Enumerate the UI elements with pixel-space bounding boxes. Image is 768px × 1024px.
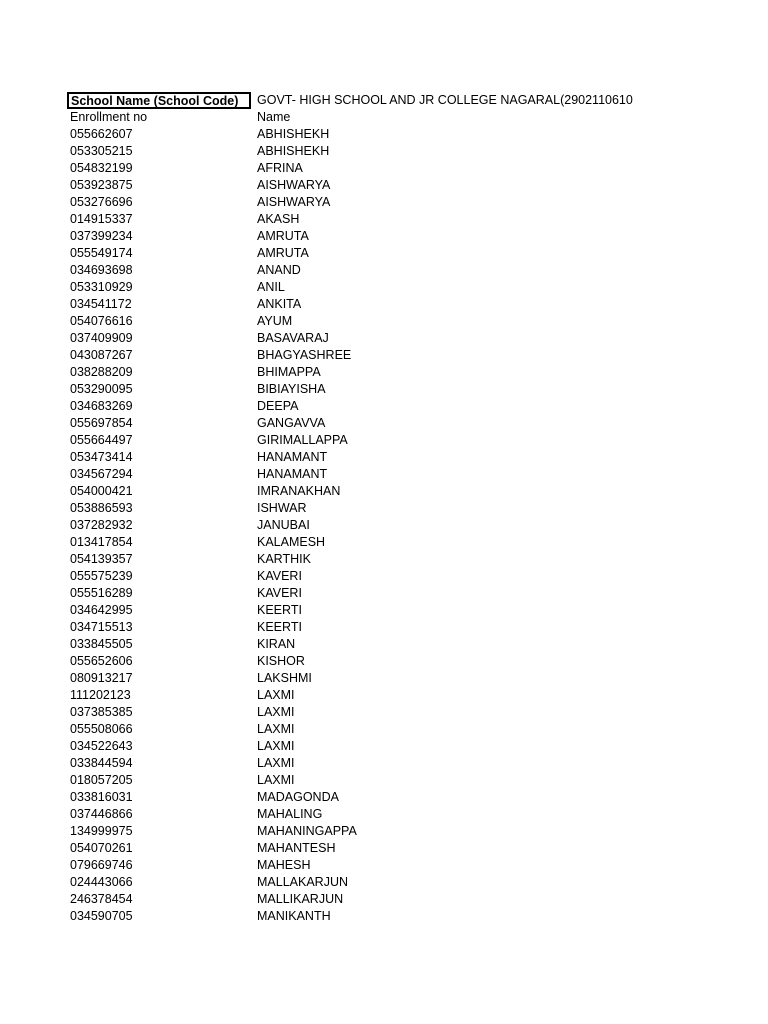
table-row <box>67 891 757 908</box>
table-row <box>67 160 757 177</box>
table-row <box>67 432 757 449</box>
name-cell[interactable]: KIRAN <box>257 637 296 651</box>
enrollment-cell[interactable]: 053305215 <box>70 144 133 158</box>
table-row <box>67 823 757 840</box>
enrollment-cell[interactable]: 034590705 <box>70 909 133 923</box>
enrollment-cell[interactable]: 037399234 <box>70 229 133 243</box>
table-row <box>67 211 757 228</box>
name-cell[interactable]: LAKSHMI <box>257 671 312 685</box>
table-row <box>67 534 757 551</box>
name-cell[interactable]: MADAGONDA <box>257 790 339 804</box>
table-row <box>67 789 757 806</box>
table-row <box>67 755 757 772</box>
table-row <box>67 806 757 823</box>
name-cell[interactable]: IMRANAKHAN <box>257 484 341 498</box>
table-row <box>67 364 757 381</box>
enrollment-cell[interactable]: 053290095 <box>70 382 133 396</box>
column-header-row <box>67 109 757 126</box>
name-cell[interactable]: MAHESH <box>257 858 311 872</box>
name-cell[interactable]: MAHANINGAPPA <box>257 824 357 838</box>
name-cell[interactable]: KALAMESH <box>257 535 326 549</box>
table-row <box>67 568 757 585</box>
table-row <box>67 415 757 432</box>
enrollment-cell[interactable]: 037446866 <box>70 807 133 821</box>
enrollment-cell[interactable]: 024443066 <box>70 875 133 889</box>
enrollment-cell[interactable]: 034683269 <box>70 399 133 413</box>
name-cell[interactable]: MAHALING <box>257 807 323 821</box>
table-row <box>67 177 757 194</box>
enrollment-cell[interactable]: 043087267 <box>70 348 133 362</box>
spreadsheet <box>67 92 757 925</box>
enrollment-cell[interactable]: 055508066 <box>70 722 133 736</box>
school-name-label-cell[interactable]: School Name (School Code) <box>67 92 251 109</box>
enrollment-cell[interactable]: 034567294 <box>70 467 133 481</box>
name-cell[interactable]: ISHWAR <box>257 501 307 515</box>
table-row <box>67 466 757 483</box>
enrollment-cell[interactable]: 018057205 <box>70 773 133 787</box>
school-name-value-cell[interactable]: GOVT- HIGH SCHOOL AND JR COLLEGE NAGARAL(2902110610 <box>257 93 633 107</box>
name-cell[interactable]: BASAVARAJ <box>257 331 329 345</box>
table-row <box>67 721 757 738</box>
enrollment-cell[interactable]: 054076616 <box>70 314 133 328</box>
enrollment-cell[interactable]: 054070261 <box>70 841 133 855</box>
table-row <box>67 908 757 925</box>
table-row <box>67 687 757 704</box>
enrollment-cell[interactable]: 037282932 <box>70 518 133 532</box>
enrollment-cell[interactable]: 053923875 <box>70 178 133 192</box>
table-row <box>67 738 757 755</box>
school-header-row <box>67 92 757 109</box>
table-row <box>67 670 757 687</box>
name-cell[interactable]: LAXMI <box>257 688 295 702</box>
enrollment-cell[interactable]: 055575239 <box>70 569 133 583</box>
table-row <box>67 551 757 568</box>
table-row <box>67 585 757 602</box>
enrollment-cell[interactable]: 053276696 <box>70 195 133 209</box>
enrollment-cell[interactable]: 053473414 <box>70 450 133 464</box>
name-cell[interactable]: GANGAVVA <box>257 416 326 430</box>
table-row <box>67 279 757 296</box>
name-cell[interactable]: DEEPA <box>257 399 299 413</box>
name-cell[interactable]: LAXMI <box>257 756 295 770</box>
name-cell[interactable]: JANUBAI <box>257 518 310 532</box>
enrollment-cell[interactable]: 053886593 <box>70 501 133 515</box>
enrollment-cell[interactable]: 038288209 <box>70 365 133 379</box>
enrollment-cell[interactable]: 034715513 <box>70 620 133 634</box>
enrollment-cell[interactable]: 037385385 <box>70 705 133 719</box>
enrollment-cell[interactable]: 055664497 <box>70 433 133 447</box>
name-cell[interactable]: ABHISHEKH <box>257 144 330 158</box>
name-cell[interactable]: KISHOR <box>257 654 305 668</box>
table-row <box>67 874 757 891</box>
name-cell[interactable]: KEERTI <box>257 603 302 617</box>
name-cell[interactable]: ANKITA <box>257 297 302 311</box>
enrollment-cell[interactable]: 111202123 <box>70 688 131 702</box>
enrollment-column-header[interactable]: Enrollment no <box>70 110 148 124</box>
name-cell[interactable]: BHIMAPPA <box>257 365 321 379</box>
name-cell[interactable]: AKASH <box>257 212 300 226</box>
enrollment-cell[interactable]: 037409909 <box>70 331 133 345</box>
table-row <box>67 449 757 466</box>
name-cell[interactable]: MANIKANTH <box>257 909 331 923</box>
enrollment-cell[interactable]: 053310929 <box>70 280 133 294</box>
name-cell[interactable]: AISHWARYA <box>257 195 331 209</box>
table-row <box>67 857 757 874</box>
enrollment-cell[interactable]: 055652606 <box>70 654 133 668</box>
name-cell[interactable]: AISHWARYA <box>257 178 331 192</box>
table-row <box>67 228 757 245</box>
enrollment-cell[interactable]: 034522643 <box>70 739 133 753</box>
table-row <box>67 313 757 330</box>
name-cell[interactable]: KEERTI <box>257 620 302 634</box>
name-cell[interactable]: BHAGYASHREE <box>257 348 352 362</box>
name-cell[interactable]: KAVERI <box>257 569 302 583</box>
enrollment-cell[interactable]: 054000421 <box>70 484 133 498</box>
name-cell[interactable]: LAXMI <box>257 739 295 753</box>
table-row <box>67 143 757 160</box>
enrollment-cell[interactable]: 033816031 <box>70 790 133 804</box>
table-row <box>67 194 757 211</box>
name-cell[interactable]: LAXMI <box>257 773 295 787</box>
table-row <box>67 619 757 636</box>
enrollment-cell[interactable]: 033845505 <box>70 637 133 651</box>
enrollment-cell[interactable]: 055549174 <box>70 246 133 260</box>
enrollment-cell[interactable]: 034693698 <box>70 263 133 277</box>
table-row <box>67 330 757 347</box>
table-row <box>67 704 757 721</box>
enrollment-cell[interactable]: 034541172 <box>70 297 132 311</box>
name-cell[interactable]: KARTHIK <box>257 552 311 566</box>
table-row <box>67 398 757 415</box>
name-cell[interactable]: KAVERI <box>257 586 302 600</box>
table-row <box>67 636 757 653</box>
name-cell[interactable]: HANAMANT <box>257 450 328 464</box>
name-cell[interactable]: AYUM <box>257 314 293 328</box>
name-cell[interactable]: HANAMANT <box>257 467 328 481</box>
name-cell[interactable]: AMRUTA <box>257 246 309 260</box>
name-cell[interactable]: AFRINA <box>257 161 303 175</box>
table-row <box>67 840 757 857</box>
table-row <box>67 126 757 143</box>
enrollment-cell[interactable]: 033844594 <box>70 756 133 770</box>
enrollment-cell[interactable]: 055516289 <box>70 586 133 600</box>
enrollment-cell[interactable]: 054139357 <box>70 552 133 566</box>
table-row <box>67 653 757 670</box>
name-column-header[interactable]: Name <box>257 110 291 124</box>
name-cell[interactable]: BIBIAYISHA <box>257 382 326 396</box>
table-row <box>67 296 757 313</box>
enrollment-cell[interactable]: 055662607 <box>70 127 133 141</box>
name-cell[interactable]: ABHISHEKH <box>257 127 330 141</box>
enrollment-cell[interactable]: 034642995 <box>70 603 133 617</box>
enrollment-cell[interactable]: 246378454 <box>70 892 133 906</box>
enrollment-cell[interactable]: 134999975 <box>70 824 133 838</box>
enrollment-cell[interactable]: 080913217 <box>70 671 133 685</box>
table-row <box>67 517 757 534</box>
enrollment-cell[interactable]: 055697854 <box>70 416 133 430</box>
enrollment-cell[interactable]: 054832199 <box>70 161 133 175</box>
table-row <box>67 602 757 619</box>
name-cell[interactable]: AMRUTA <box>257 229 309 243</box>
student-rows <box>67 126 757 925</box>
name-cell[interactable]: MALLAKARJUN <box>257 875 348 889</box>
name-cell[interactable]: MAHANTESH <box>257 841 336 855</box>
table-row <box>67 483 757 500</box>
table-row <box>67 262 757 279</box>
table-row <box>67 772 757 789</box>
name-cell[interactable]: MALLIKARJUN <box>257 892 344 906</box>
name-cell[interactable]: ANAND <box>257 263 301 277</box>
table-row <box>67 381 757 398</box>
name-cell[interactable]: ANIL <box>257 280 285 294</box>
enrollment-cell[interactable]: 014915337 <box>70 212 133 226</box>
table-row <box>67 245 757 262</box>
name-cell[interactable]: GIRIMALLAPPA <box>257 433 348 447</box>
table-row <box>67 347 757 364</box>
name-cell[interactable]: LAXMI <box>257 722 295 736</box>
name-cell[interactable]: LAXMI <box>257 705 295 719</box>
table-row <box>67 500 757 517</box>
enrollment-cell[interactable]: 013417854 <box>70 535 133 549</box>
enrollment-cell[interactable]: 079669746 <box>70 858 133 872</box>
